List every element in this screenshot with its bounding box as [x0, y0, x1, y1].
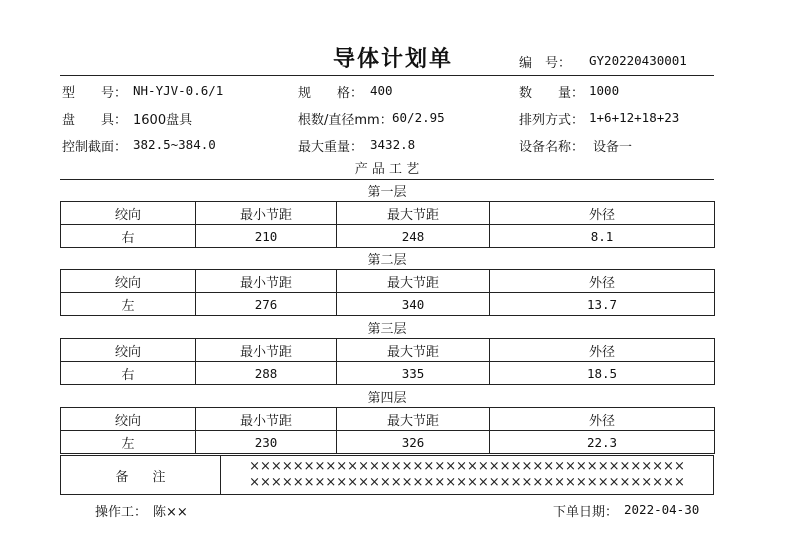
layer-title: 第四层 [367, 391, 407, 406]
column-header: 外径 [490, 408, 715, 431]
remarks-content [221, 456, 714, 495]
quantity-value: 1000 [589, 83, 620, 98]
max-pitch-cell: 335 [337, 362, 490, 385]
direction-cell: 右 [61, 362, 196, 385]
order-date-value: 2022-04-30 [624, 502, 700, 517]
column-header: 最小节距 [196, 270, 337, 293]
roots-diameter-label: 根数/直径mm： [298, 113, 393, 128]
quantity-label: 数 量： [519, 86, 585, 101]
reel-value: 1600盘具 [133, 113, 193, 128]
min-pitch-cell: 288 [196, 362, 337, 385]
column-header: 最小节距 [196, 202, 337, 225]
column-header: 绞向 [61, 202, 196, 225]
table-row [61, 293, 715, 316]
arrangement-label: 排列方式： [519, 113, 585, 128]
roots-diameter-value: 60/2.95 [392, 110, 445, 125]
max-pitch-cell: 340 [337, 293, 490, 316]
order-date-label: 下单日期： [553, 505, 619, 520]
page-title: 导体计划单 [333, 47, 454, 72]
table-header-row [61, 270, 715, 293]
column-header: 最小节距 [196, 408, 337, 431]
table-header-row [61, 408, 715, 431]
layer-table [60, 338, 715, 385]
device-name-label: 设备名称： [519, 140, 585, 155]
direction-cell: 右 [61, 225, 196, 248]
spec-value: 400 [370, 83, 393, 98]
min-pitch-cell: 276 [196, 293, 337, 316]
diameter-cell: 8.1 [490, 225, 715, 248]
remarks-label: 备注 [61, 456, 221, 495]
process-divider [60, 179, 714, 180]
max-pitch-cell: 326 [337, 431, 490, 454]
remarks-line: ×××××××××××××××××××××××××××××××××××××××× [249, 459, 685, 474]
column-header: 外径 [490, 202, 715, 225]
direction-cell: 左 [61, 293, 196, 316]
max-weight-label: 最大重量： [298, 140, 364, 155]
column-header: 最大节距 [337, 339, 490, 362]
reel-label: 盘 具： [62, 113, 128, 128]
order-number-label: 编 号： [519, 56, 572, 71]
column-header: 最大节距 [337, 202, 490, 225]
max-weight-value: 3432.8 [370, 137, 416, 152]
column-header: 绞向 [61, 339, 196, 362]
column-header: 最大节距 [337, 270, 490, 293]
direction-cell: 左 [61, 431, 196, 454]
arrangement-value: 1+6+12+18+23 [589, 110, 680, 125]
column-header: 绞向 [61, 270, 196, 293]
remarks-table [60, 455, 714, 495]
layer-title: 第二层 [367, 253, 407, 268]
table-row [61, 362, 715, 385]
diameter-cell: 22.3 [490, 431, 715, 454]
operator-label: 操作工： [95, 505, 148, 520]
layer-table [60, 201, 715, 248]
remarks-line: ×××××××××××××××××××××××××××××××××××××××× [249, 475, 685, 490]
header-divider [60, 75, 714, 76]
column-header: 最小节距 [196, 339, 337, 362]
table-row [61, 225, 715, 248]
column-header: 绞向 [61, 408, 196, 431]
layer-title: 第一层 [367, 185, 407, 200]
control-section-value: 382.5~384.0 [133, 137, 216, 152]
process-title: 产 品 工 艺 [354, 162, 420, 177]
control-section-label: 控制截面： [62, 140, 128, 155]
order-number-value: GY20220430001 [589, 53, 687, 68]
device-name-value: 设备一 [593, 140, 633, 155]
remarks-row [61, 456, 714, 495]
min-pitch-cell: 210 [196, 225, 337, 248]
min-pitch-cell: 230 [196, 431, 337, 454]
diameter-cell: 13.7 [490, 293, 715, 316]
diameter-cell: 18.5 [490, 362, 715, 385]
spec-label: 规 格： [298, 86, 364, 101]
layer-table [60, 407, 715, 454]
model-value: NH-YJV-0.6/1 [133, 83, 224, 98]
max-pitch-cell: 248 [337, 225, 490, 248]
column-header: 外径 [490, 339, 715, 362]
layer-table [60, 269, 715, 316]
table-row [61, 431, 715, 454]
column-header: 最大节距 [337, 408, 490, 431]
operator-value: 陈×× [153, 505, 188, 520]
column-header: 外径 [490, 270, 715, 293]
model-label: 型 号： [62, 86, 128, 101]
layer-title: 第三层 [367, 322, 407, 337]
table-header-row [61, 339, 715, 362]
table-header-row [61, 202, 715, 225]
